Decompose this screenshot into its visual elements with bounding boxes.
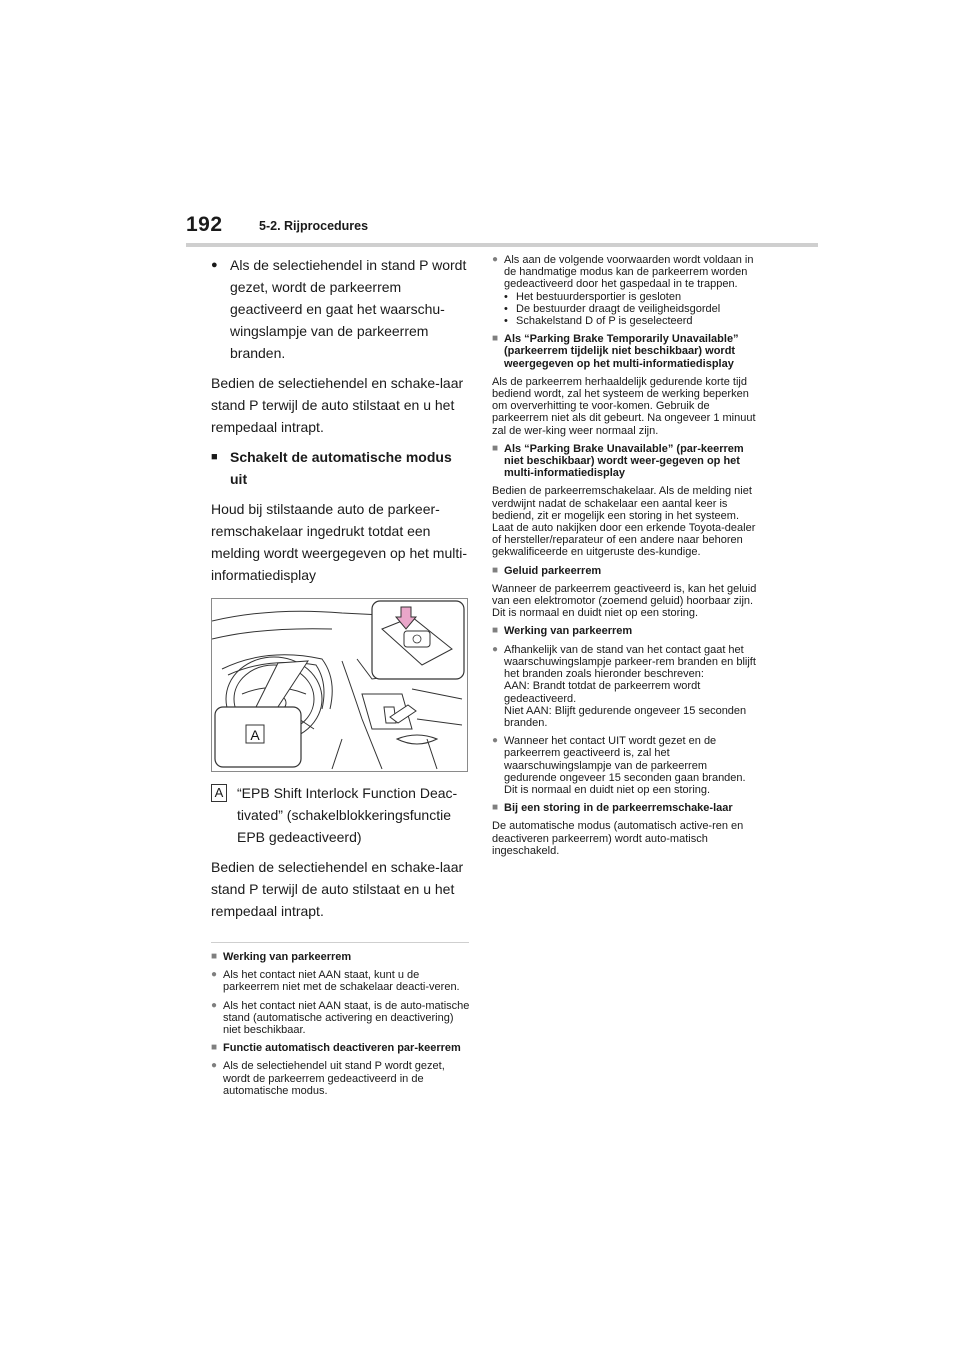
bullet-dot-icon bbox=[211, 1060, 223, 1072]
note-heading bbox=[492, 802, 762, 814]
dashboard-illustration bbox=[211, 598, 468, 772]
bullet-item bbox=[211, 254, 471, 364]
square-bullet-icon bbox=[211, 1042, 223, 1054]
section-title: 5-2. Rijprocedures bbox=[259, 219, 369, 233]
bullet-text: Als de selectiehendel in stand P wordt gezet, wordt de parkeerrem geactiveerd en gaat het waarschu-wingslampje van de parkeerrem branden. bbox=[230, 257, 467, 361]
page-number: 192 bbox=[186, 213, 223, 236]
right-column bbox=[492, 254, 762, 857]
note-heading bbox=[492, 443, 762, 480]
note-bullet-text: Als het contact niet AAN staat, is de auto-matische stand (automatische activering en deactivering) niet beschikbaar. bbox=[223, 999, 470, 1037]
note-bullet-text: Wanneer het contact UIT wordt gezet en de parkeerrem geactiveerd is, zal het waarschuwingslampje van de parkeerrem gedurende ongeveer 15 seconden gaan branden. Dit is normaal en duidt niet op een storing. bbox=[504, 735, 746, 796]
header-rule bbox=[186, 243, 818, 247]
paragraph: Bedien de selectiehendel en schake-laar stand P terwijl de auto stilstaat en u het rempedaal intrapt. bbox=[211, 859, 464, 919]
note-bullet-line: Niet AAN: Blijft gedurende ongeveer 15 seconden branden. bbox=[504, 704, 747, 729]
note-heading bbox=[492, 333, 762, 370]
square-bullet-icon bbox=[492, 333, 504, 345]
note-bullet-text: Als het contact niet AAN staat, kunt u de parkeerrem niet met de schakelaar deacti-veren. bbox=[223, 969, 460, 994]
square-bullet-icon bbox=[492, 625, 504, 637]
callout-label: A bbox=[211, 784, 227, 802]
dash-item-text: De bestuurder draagt de veiligheidsgordel bbox=[516, 302, 721, 315]
note-heading bbox=[211, 1042, 471, 1054]
note-heading-text: Als “Parking Brake Temporarily Unavailable” (parkeerrem tijdelijk niet beschikbaar) wordt weergegeven op het multi-informatiedisplay bbox=[504, 333, 739, 370]
note-bullet bbox=[492, 735, 762, 796]
note-paragraph: Bedien de parkeerremschakelaar. Als de melding niet verdwijnt nadat de schakelaar een aantal keer is bediend, zit er mogelijk een storing in het systeem. Laat de auto nakijken door een erkende Toyota-dealer of hersteller/reparateur of een andere naar behoren gekwalificeerde en uitgeruste des-kundige. bbox=[492, 485, 756, 559]
paragraph: Bedien de selectiehendel en schake-laar stand P terwijl de auto stilstaat en u het rempedaal intrapt. bbox=[211, 375, 464, 435]
note-heading-text: Als “Parking Brake Unavailable” (par-keerrem niet beschikbaar) wordt weer-gegeven op het multi-informatiedisplay bbox=[504, 442, 744, 480]
bullet-dot-icon bbox=[492, 644, 504, 656]
square-bullet-icon bbox=[492, 565, 504, 577]
dash-item-text: Het bestuurdersportier is gesloten bbox=[516, 290, 682, 303]
left-column bbox=[211, 254, 471, 1097]
note-heading-text: Geluid parkeerrem bbox=[504, 564, 602, 577]
square-bullet-icon bbox=[211, 951, 223, 963]
note-bullet bbox=[492, 254, 762, 327]
callout-caption bbox=[211, 782, 471, 848]
note-heading-text: Functie automatisch deactiveren par-keerrem bbox=[223, 1042, 461, 1055]
notes-divider bbox=[211, 942, 469, 943]
dash-item: • De bestuurder draagt de veiligheidsgordel bbox=[504, 302, 721, 315]
paragraph: Houd bij stilstaande auto de parkeer-remschakelaar ingedrukt totdat een melding wordt weergegeven op het multi-informatiedisplay bbox=[211, 501, 468, 583]
subheading bbox=[211, 446, 471, 490]
subheading-text: Schakelt de automatische modus uit bbox=[230, 449, 452, 487]
note-heading-text: Werking van parkeerrem bbox=[223, 951, 352, 963]
figure-callout-label: A bbox=[250, 727, 260, 743]
note-heading-text: Werking van parkeerrem bbox=[504, 625, 633, 638]
note-bullet-text: Als aan de volgende voorwaarden wordt voldaan in de handmatige modus kan de parkeerrem worden gedeactiveerd door het gaspedaal in te trappen. bbox=[504, 254, 754, 291]
note-bullet bbox=[211, 1000, 471, 1037]
note-bullet-text: Afhankelijk van de stand van het contact gaat het waarschuwingslampje parkeer-rem branden en blijft het branden zoals hieronder beschreven: bbox=[504, 643, 756, 681]
bullet-dot-icon bbox=[211, 969, 223, 981]
note-bullet bbox=[492, 644, 762, 729]
dashboard-drawing bbox=[212, 599, 467, 771]
square-bullet-icon bbox=[492, 802, 504, 814]
note-bullet bbox=[211, 969, 471, 993]
note-heading-text: Bij een storing in de parkeerremschake-laar bbox=[504, 802, 733, 815]
note-heading bbox=[211, 951, 471, 963]
page-header bbox=[0, 0, 960, 248]
callout-text: “EPB Shift Interlock Function Deac-tivated” (schakelblokkeringsfunctie EPB gedeactiveerd) bbox=[237, 785, 458, 845]
note-bullet-line: AAN: Brandt totdat de parkeerrem wordt gedeactiveerd. bbox=[504, 680, 701, 705]
note-heading bbox=[492, 565, 762, 577]
note-bullet bbox=[211, 1060, 471, 1097]
note-paragraph: Wanneer de parkeerrem geactiveerd is, kan het geluid van een elektromotor (zoemend geluid) hoorbaar zijn. Dit is normaal en duidt niet op een storing. bbox=[492, 582, 757, 620]
square-bullet-icon bbox=[492, 443, 504, 455]
bullet-dot-icon bbox=[492, 735, 504, 747]
note-paragraph: De automatische modus (automatisch active-ren en deactiveren parkeerrem) wordt auto-matisch ingeschakeld. bbox=[492, 820, 744, 857]
dash-item-text: Schakelstand D of P is geselecteerd bbox=[516, 315, 693, 328]
note-heading bbox=[492, 625, 762, 637]
bullet-dot-icon bbox=[492, 254, 504, 266]
note-bullet-text: Als de selectiehendel uit stand P wordt gezet, wordt de parkeerrem gedeactiveerd in de automatische modus. bbox=[223, 1060, 445, 1097]
bullet-dot-icon bbox=[211, 1000, 223, 1012]
square-bullet-icon bbox=[211, 446, 230, 468]
dash-item: • Schakelstand D of P is geselecteerd bbox=[504, 315, 693, 328]
note-paragraph: Als de parkeerrem herhaaldelijk gedurende korte tijd bediend wordt, zal het systeem de werking beperken om oververhitting te voor-komen. Gebruik de parkeerrem niet als dit gebeurt. Na ongeveer 1 minuut zal de wer-king weer normaal zijn. bbox=[492, 375, 756, 437]
bullet-dot-icon bbox=[211, 254, 230, 276]
dash-item: • Het bestuurdersportier is gesloten bbox=[504, 290, 682, 303]
